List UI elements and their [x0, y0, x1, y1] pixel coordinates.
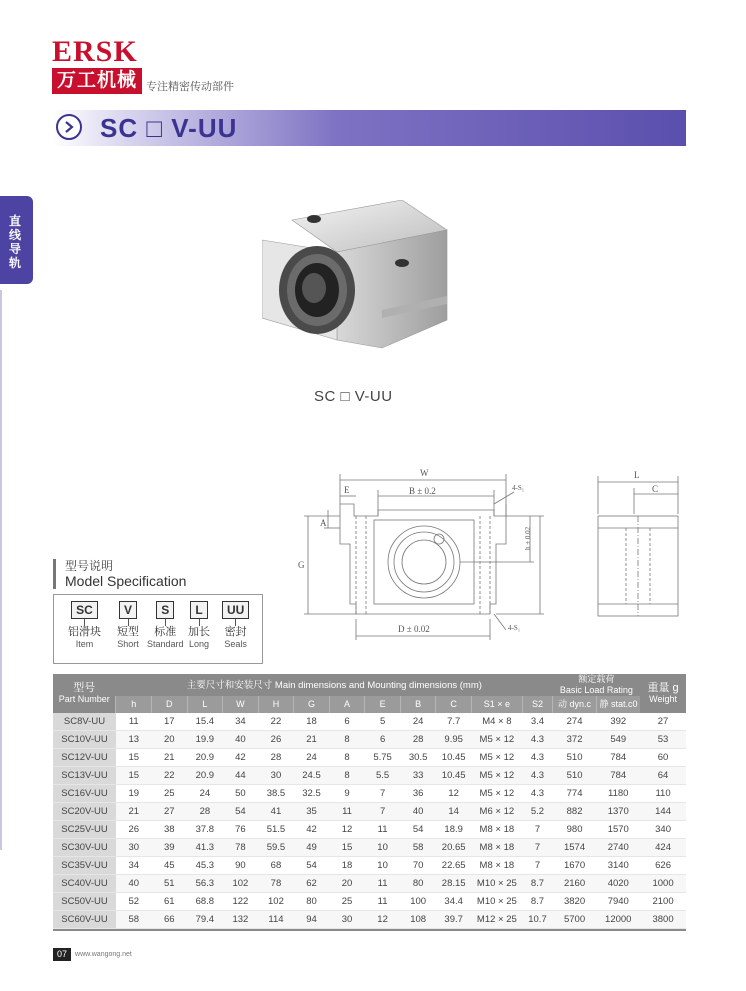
- table-cell: 40: [223, 731, 259, 749]
- sub-header-cell: 动 dyn.c: [553, 696, 597, 713]
- table-cell: 980: [553, 821, 597, 839]
- table-cell: 30: [258, 767, 294, 785]
- table-cell: 3.4: [522, 713, 552, 731]
- part-number-cell: SC60V-UU: [53, 911, 116, 929]
- table-cell: 11: [365, 875, 401, 893]
- table-cell: 5.2: [522, 803, 552, 821]
- table-cell: 4.3: [522, 785, 552, 803]
- table-cell: 33: [400, 767, 436, 785]
- table-cell: 49: [294, 839, 330, 857]
- table-row: [53, 911, 686, 929]
- dim-label-a: A: [320, 518, 327, 528]
- table-cell: 66: [152, 911, 188, 929]
- table-cell: 53: [640, 731, 686, 749]
- table-cell: 9.95: [436, 731, 472, 749]
- table-cell: M5 × 12: [471, 731, 522, 749]
- table-cell: 41.3: [187, 839, 223, 857]
- part-number-cell: SC16V-UU: [53, 785, 116, 803]
- table-cell: 32.5: [294, 785, 330, 803]
- table-cell: 6: [365, 731, 401, 749]
- table-cell: 784: [596, 767, 640, 785]
- side-category-tab[interactable]: [0, 196, 33, 284]
- table-cell: 11: [329, 803, 365, 821]
- table-cell: 2160: [553, 875, 597, 893]
- table-cell: 79.4: [187, 911, 223, 929]
- table-cell: 102: [223, 875, 259, 893]
- table-cell: 50: [223, 785, 259, 803]
- table-cell: 20: [329, 875, 365, 893]
- table-cell: 30.5: [400, 749, 436, 767]
- dim-label-w: W: [420, 468, 429, 478]
- table-cell: 34: [116, 857, 152, 875]
- table-cell: 5: [365, 713, 401, 731]
- table-cell: 15: [116, 749, 152, 767]
- table-cell: 56.3: [187, 875, 223, 893]
- table-cell: 15: [329, 839, 365, 857]
- front-view-drawing: [294, 464, 564, 649]
- play-arrow-icon: [56, 114, 82, 140]
- table-cell: 110: [640, 785, 686, 803]
- table-cell: 774: [553, 785, 597, 803]
- table-cell: 122: [223, 893, 259, 911]
- table-row: [53, 713, 686, 731]
- table-cell: 17: [152, 713, 188, 731]
- table-cell: 7: [522, 839, 552, 857]
- table-row: [53, 803, 686, 821]
- table-cell: 20.9: [187, 749, 223, 767]
- table-cell: 39: [152, 839, 188, 857]
- sub-header-cell: H: [258, 696, 294, 713]
- table-cell: 51: [152, 875, 188, 893]
- table-cell: 51.5: [258, 821, 294, 839]
- table-cell: 42: [294, 821, 330, 839]
- table-cell: 27: [640, 713, 686, 731]
- table-cell: 8.7: [522, 893, 552, 911]
- table-cell: 76: [223, 821, 259, 839]
- table-cell: 13: [116, 731, 152, 749]
- part-number-cell: SC10V-UU: [53, 731, 116, 749]
- code-standard: S 标准 Standard: [147, 603, 184, 649]
- table-cell: 21: [116, 803, 152, 821]
- table-cell: 9: [329, 785, 365, 803]
- sub-header-cell: D: [152, 696, 188, 713]
- table-cell: 62: [294, 875, 330, 893]
- code-seals: UU 密封 Seals: [222, 601, 249, 650]
- table-body: [53, 713, 686, 929]
- sub-header-cell: S2: [522, 696, 552, 713]
- table-cell: 340: [640, 821, 686, 839]
- table-cell: 7: [522, 821, 552, 839]
- table-cell: 7: [365, 785, 401, 803]
- table-row: [53, 875, 686, 893]
- table-cell: 108: [400, 911, 436, 929]
- table-cell: 15: [116, 767, 152, 785]
- side-view-drawing: [588, 466, 688, 641]
- table-cell: 94: [294, 911, 330, 929]
- table-row: [53, 731, 686, 749]
- table-cell: 1570: [596, 821, 640, 839]
- model-spec-title: [53, 559, 186, 589]
- table-cell: 24: [294, 749, 330, 767]
- table-cell: 7: [522, 857, 552, 875]
- table-cell: 35: [294, 803, 330, 821]
- table-cell: 59.5: [258, 839, 294, 857]
- part-number-cell: SC8V-UU: [53, 713, 116, 731]
- table-cell: M12 × 25: [471, 911, 522, 929]
- table-cell: 26: [116, 821, 152, 839]
- side-divider: [0, 290, 2, 850]
- table-cell: 784: [596, 749, 640, 767]
- table-cell: 4020: [596, 875, 640, 893]
- dim-label-e: E: [344, 485, 350, 495]
- table-cell: M10 × 25: [471, 875, 522, 893]
- table-cell: 28: [400, 731, 436, 749]
- table-cell: 4.3: [522, 731, 552, 749]
- table-cell: 372: [553, 731, 597, 749]
- dim-label-g: G: [298, 560, 305, 570]
- table-cell: 20: [152, 731, 188, 749]
- table-cell: 11: [365, 821, 401, 839]
- page-number: 07: [53, 948, 71, 961]
- sub-header-cell: G: [294, 696, 330, 713]
- table-cell: 34.4: [436, 893, 472, 911]
- dim-label-l: L: [634, 470, 640, 480]
- table-row: [53, 785, 686, 803]
- table-cell: 70: [400, 857, 436, 875]
- sub-header-cell: C: [436, 696, 472, 713]
- table-cell: 11: [116, 713, 152, 731]
- table-cell: M8 × 18: [471, 821, 522, 839]
- table-cell: 41: [258, 803, 294, 821]
- table-cell: 626: [640, 857, 686, 875]
- table-cell: 64: [640, 767, 686, 785]
- table-cell: 7: [365, 803, 401, 821]
- table-cell: 1670: [553, 857, 597, 875]
- table-row: [53, 893, 686, 911]
- table-cell: 42: [223, 749, 259, 767]
- brand-name-en: ERSK: [52, 35, 138, 68]
- part-number-cell: SC12V-UU: [53, 749, 116, 767]
- table-cell: 8: [329, 749, 365, 767]
- product-image: [262, 200, 452, 375]
- header-main-dimensions: 主要尺寸和安装尺寸 Main dimensions and Mounting dimensions (mm): [116, 674, 553, 696]
- table-cell: 28.15: [436, 875, 472, 893]
- table-cell: M10 × 25: [471, 893, 522, 911]
- part-number-cell: SC40V-UU: [53, 875, 116, 893]
- table-row: [53, 767, 686, 785]
- table-cell: 78: [258, 875, 294, 893]
- part-number-cell: SC30V-UU: [53, 839, 116, 857]
- table-cell: 11: [365, 893, 401, 911]
- table-cell: 21: [152, 749, 188, 767]
- table-cell: 22.65: [436, 857, 472, 875]
- table-cell: 27: [152, 803, 188, 821]
- table-cell: 3800: [640, 911, 686, 929]
- table-cell: 52: [116, 893, 152, 911]
- table-cell: 392: [596, 713, 640, 731]
- table-cell: 68: [258, 857, 294, 875]
- table-cell: 39.7: [436, 911, 472, 929]
- dim-label-d: D ± 0.02: [398, 624, 430, 634]
- code-box: L: [190, 601, 207, 619]
- sub-header-cell: A: [329, 696, 365, 713]
- table-cell: M8 × 18: [471, 857, 522, 875]
- table-cell: 45.3: [187, 857, 223, 875]
- dim-label-h: h ± 0.02: [524, 526, 532, 550]
- table-cell: 144: [640, 803, 686, 821]
- part-number-cell: SC25V-UU: [53, 821, 116, 839]
- part-number-cell: SC20V-UU: [53, 803, 116, 821]
- table-cell: 3820: [553, 893, 597, 911]
- code-box: S: [156, 601, 174, 619]
- table-cell: 4.3: [522, 749, 552, 767]
- dim-label-b: B ± 0.2: [409, 486, 436, 496]
- table-cell: 5700: [553, 911, 597, 929]
- table-cell: 19: [116, 785, 152, 803]
- sub-header-cell: h: [116, 696, 152, 713]
- table-cell: 28: [258, 749, 294, 767]
- sub-header-cell: L: [187, 696, 223, 713]
- table-cell: 24.5: [294, 767, 330, 785]
- table-cell: 549: [596, 731, 640, 749]
- table-cell: 58: [116, 911, 152, 929]
- table-cell: 2100: [640, 893, 686, 911]
- table-cell: 424: [640, 839, 686, 857]
- table-cell: 30: [116, 839, 152, 857]
- table-cell: 6: [329, 713, 365, 731]
- table-cell: 18.9: [436, 821, 472, 839]
- brand-slogan: 专注精密传动部件: [146, 81, 235, 93]
- footer-url[interactable]: www.wangong.net: [75, 951, 132, 958]
- table-cell: 18: [294, 713, 330, 731]
- table-cell: 15.4: [187, 713, 223, 731]
- part-number-cell: SC50V-UU: [53, 893, 116, 911]
- table-cell: 38: [152, 821, 188, 839]
- table-cell: 80: [294, 893, 330, 911]
- table-bottom-rule: [53, 929, 686, 931]
- header-load-rating: 额定载荷 Basic Load Rating: [553, 674, 640, 696]
- table-cell: 114: [258, 911, 294, 929]
- table-cell: 10.7: [522, 911, 552, 929]
- table-cell: 45: [152, 857, 188, 875]
- table-cell: M5 × 12: [471, 767, 522, 785]
- table-cell: 25: [152, 785, 188, 803]
- table-cell: 28: [187, 803, 223, 821]
- page-title: SC □ V-UU: [100, 113, 238, 143]
- code-box: V: [119, 601, 137, 619]
- brand-cn-row: [52, 68, 234, 94]
- table-cell: 54: [223, 803, 259, 821]
- table-cell: 80: [400, 875, 436, 893]
- table-cell: 132: [223, 911, 259, 929]
- table-row: [53, 821, 686, 839]
- table-cell: 78: [223, 839, 259, 857]
- code-box: SC: [71, 601, 98, 619]
- table-cell: 36: [400, 785, 436, 803]
- table-cell: 40: [116, 875, 152, 893]
- model-spec-box: [53, 594, 263, 664]
- table-cell: 274: [553, 713, 597, 731]
- table-cell: 4.3: [522, 767, 552, 785]
- table-cell: 60: [640, 749, 686, 767]
- table-cell: M8 × 18: [471, 839, 522, 857]
- sub-header-row: [53, 696, 686, 713]
- table-cell: 24: [187, 785, 223, 803]
- table-cell: M6 × 12: [471, 803, 522, 821]
- table-cell: 12000: [596, 911, 640, 929]
- table-cell: 26: [258, 731, 294, 749]
- table-row: [53, 839, 686, 857]
- table-cell: 5.75: [365, 749, 401, 767]
- table-row: [53, 749, 686, 767]
- table-cell: 61: [152, 893, 188, 911]
- table-cell: 100: [400, 893, 436, 911]
- table-cell: 20.9: [187, 767, 223, 785]
- table-cell: 1370: [596, 803, 640, 821]
- table-cell: 1574: [553, 839, 597, 857]
- table-cell: 8.7: [522, 875, 552, 893]
- dimension-table: [53, 674, 686, 931]
- table-cell: 44: [223, 767, 259, 785]
- table-row: [53, 857, 686, 875]
- table-cell: 19.9: [187, 731, 223, 749]
- table-cell: 90: [223, 857, 259, 875]
- table-cell: 10: [365, 857, 401, 875]
- table-cell: 30: [329, 911, 365, 929]
- side-category-label: 直线导轨: [9, 214, 22, 270]
- table-cell: 22: [152, 767, 188, 785]
- table-cell: 38.5: [258, 785, 294, 803]
- table-cell: 58: [400, 839, 436, 857]
- table-cell: 510: [553, 749, 597, 767]
- table-cell: 14: [436, 803, 472, 821]
- model-spec-title-cn: 型号说明: [65, 559, 114, 573]
- table-cell: 12: [329, 821, 365, 839]
- part-number-cell: SC35V-UU: [53, 857, 116, 875]
- table-cell: 34: [223, 713, 259, 731]
- sub-header-cell: S1 × e: [471, 696, 522, 713]
- table-cell: 5.5: [365, 767, 401, 785]
- header-part-number: 型号 Part Number: [53, 674, 116, 713]
- table-cell: 10: [365, 839, 401, 857]
- table-cell: 24: [400, 713, 436, 731]
- table-cell: 102: [258, 893, 294, 911]
- code-short: V 短型 Short: [117, 603, 139, 649]
- table-cell: 20.65: [436, 839, 472, 857]
- sub-header-cell: E: [365, 696, 401, 713]
- dim-label-s1-bottom: 4-S₁: [508, 624, 521, 632]
- table-cell: M5 × 12: [471, 749, 522, 767]
- table-cell: 3140: [596, 857, 640, 875]
- table-cell: M4 × 8: [471, 713, 522, 731]
- table-cell: 25: [329, 893, 365, 911]
- table-cell: 37.8: [187, 821, 223, 839]
- table-cell: 54: [400, 821, 436, 839]
- table-cell: 12: [365, 911, 401, 929]
- brand-name-cn: 万工机械: [52, 68, 142, 94]
- code-item: SC 铝滑块 Item: [68, 603, 101, 649]
- table-cell: 10.45: [436, 767, 472, 785]
- table-cell: 8: [329, 767, 365, 785]
- sub-header-cell: W: [223, 696, 259, 713]
- footer: [53, 948, 132, 961]
- table-cell: M5 × 12: [471, 785, 522, 803]
- table-cell: 10.45: [436, 749, 472, 767]
- dim-label-c: C: [652, 484, 659, 494]
- table-cell: 40: [400, 803, 436, 821]
- part-number-cell: SC13V-UU: [53, 767, 116, 785]
- table-cell: 1180: [596, 785, 640, 803]
- sub-header-cell: 静 stat.c0: [596, 696, 640, 713]
- product-caption: SC □ V-UU: [314, 388, 393, 405]
- dim-label-s1-top: 4-S₁: [512, 484, 525, 492]
- table-cell: 882: [553, 803, 597, 821]
- table-cell: 54: [294, 857, 330, 875]
- sub-header-cell: B: [400, 696, 436, 713]
- table-cell: 8: [329, 731, 365, 749]
- header-weight: 重量 g Weight: [640, 674, 686, 713]
- title-bar: [52, 110, 686, 146]
- table-cell: 18: [329, 857, 365, 875]
- table-cell: 7940: [596, 893, 640, 911]
- code-long: L 加长 Long: [188, 603, 210, 649]
- table-cell: 12: [436, 785, 472, 803]
- table-cell: 22: [258, 713, 294, 731]
- model-spec-title-en: Model Specification: [65, 573, 187, 589]
- table-cell: 1000: [640, 875, 686, 893]
- table-cell: 7.7: [436, 713, 472, 731]
- table-cell: 510: [553, 767, 597, 785]
- code-box: UU: [222, 601, 249, 619]
- table-cell: 2740: [596, 839, 640, 857]
- table-cell: 68.8: [187, 893, 223, 911]
- brand-logo: [52, 35, 235, 94]
- table-cell: 21: [294, 731, 330, 749]
